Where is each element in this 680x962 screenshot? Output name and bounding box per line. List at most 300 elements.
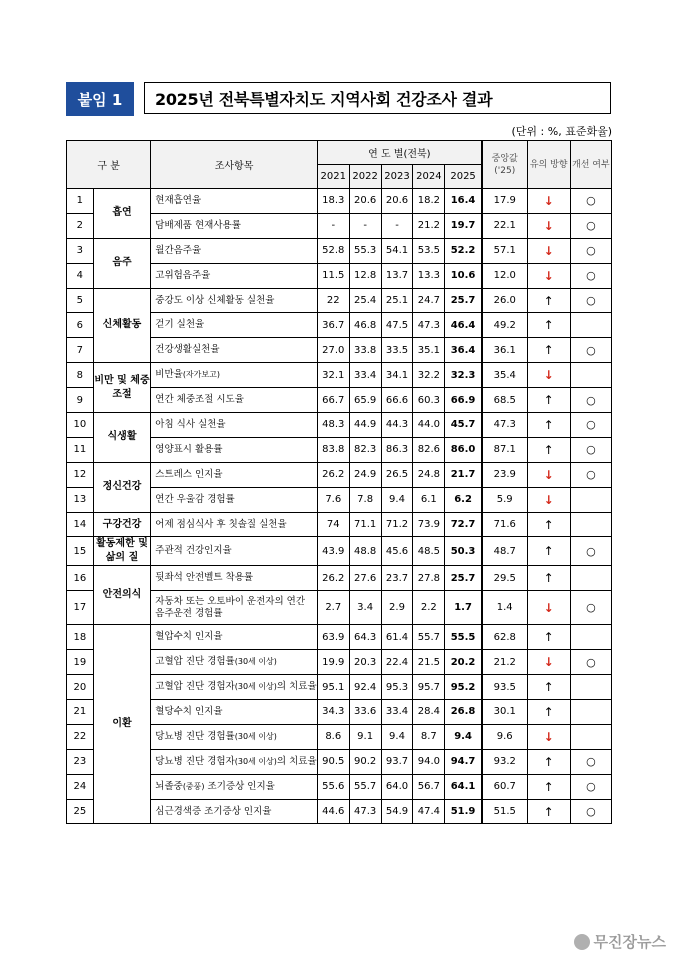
survey-item xyxy=(151,650,318,675)
row-number: 4 xyxy=(67,263,94,288)
value-2022: 24.9 xyxy=(349,462,381,487)
arrow-up-icon: ↑ xyxy=(527,512,570,537)
value-2021: 26.2 xyxy=(317,462,349,487)
value-2025: 94.7 xyxy=(445,749,482,774)
median-value: 1.4 xyxy=(482,591,527,625)
survey-item xyxy=(151,700,318,725)
value-2021: 7.6 xyxy=(317,487,349,512)
improvement-mark: ○ xyxy=(570,749,611,774)
arrow-down-icon: ↓ xyxy=(527,462,570,487)
value-2022: 44.9 xyxy=(349,413,381,438)
value-2021: - xyxy=(317,213,349,238)
value-2023: 13.7 xyxy=(381,263,413,288)
median-value: 71.6 xyxy=(482,512,527,537)
header-year: 2022 xyxy=(349,165,381,189)
improvement-mark: ○ xyxy=(570,189,611,214)
row-number: 6 xyxy=(67,313,94,338)
table-row xyxy=(67,537,612,566)
survey-item-label: 심근경색증 조기증상 인지율 xyxy=(155,805,272,817)
category-label: 이환 xyxy=(93,625,151,824)
value-2025: 10.6 xyxy=(445,263,482,288)
value-2021: 18.3 xyxy=(317,189,349,214)
value-2024: 18.2 xyxy=(413,189,445,214)
survey-item-qualifier: (자가보고) xyxy=(182,370,220,380)
value-2025: 16.4 xyxy=(445,189,482,214)
value-2021: 2.7 xyxy=(317,591,349,625)
survey-item-label: 주관적 건강인지율 xyxy=(155,545,232,557)
median-value: 30.1 xyxy=(482,700,527,725)
value-2021: 63.9 xyxy=(317,625,349,650)
value-2025: 1.7 xyxy=(445,591,482,625)
survey-item-label: 스트레스 인지율 xyxy=(155,468,223,480)
value-2025: 51.9 xyxy=(445,799,482,824)
row-number: 3 xyxy=(67,238,94,263)
row-number: 21 xyxy=(67,700,94,725)
survey-item-suffix: 의 치료율 xyxy=(276,755,317,767)
improvement-mark: ○ xyxy=(570,263,611,288)
value-2022: 33.6 xyxy=(349,700,381,725)
value-2024: 73.9 xyxy=(413,512,445,537)
improvement-mark: ○ xyxy=(570,591,611,625)
value-2024: 32.2 xyxy=(413,363,445,388)
survey-results-table xyxy=(66,140,612,824)
row-number: 12 xyxy=(67,462,94,487)
value-2024: 95.7 xyxy=(413,675,445,700)
table-row xyxy=(67,566,612,591)
value-2021: 90.5 xyxy=(317,749,349,774)
survey-item-label: 현재흡연율 xyxy=(155,194,202,206)
document-title: 2025년 전북특별자치도 지역사회 건강조사 결과 xyxy=(144,82,611,114)
value-2021: 11.5 xyxy=(317,263,349,288)
survey-item-label: 연간 체중조절 시도율 xyxy=(155,394,244,406)
value-2023: 33.4 xyxy=(381,700,413,725)
median-value: 49.2 xyxy=(482,313,527,338)
value-2021: 19.9 xyxy=(317,650,349,675)
value-2022: 33.4 xyxy=(349,363,381,388)
value-2024: 44.0 xyxy=(413,413,445,438)
survey-item-label: 아침 식사 실천율 xyxy=(155,418,226,430)
row-number: 11 xyxy=(67,437,94,462)
value-2023: 23.7 xyxy=(381,566,413,591)
survey-item-label: 어제 점심식사 후 칫솔질 실천율 xyxy=(155,518,287,530)
value-2023: 9.4 xyxy=(381,487,413,512)
survey-item-label: 고혈압 진단 경험률 xyxy=(155,656,235,668)
watermark xyxy=(574,931,666,952)
value-2023: 20.6 xyxy=(381,189,413,214)
survey-item-label: 자동차 또는 오토바이 운전자의 연간 음주운전 경험률 xyxy=(155,595,306,619)
value-2025: 72.7 xyxy=(445,512,482,537)
value-2022: 27.6 xyxy=(349,566,381,591)
row-number: 20 xyxy=(67,675,94,700)
median-value: 36.1 xyxy=(482,338,527,363)
improvement-mark: ○ xyxy=(570,462,611,487)
table-row xyxy=(67,413,612,438)
improvement-mark: ○ xyxy=(570,338,611,363)
value-2022: 48.8 xyxy=(349,537,381,566)
survey-item xyxy=(151,625,318,650)
value-2022: 55.7 xyxy=(349,774,381,799)
category-label: 음주 xyxy=(93,238,151,288)
survey-item xyxy=(151,566,318,591)
value-2021: 83.8 xyxy=(317,437,349,462)
header-year: 2021 xyxy=(317,165,349,189)
survey-item-qualifier: (중풍) xyxy=(182,781,205,791)
value-2024: 24.8 xyxy=(413,462,445,487)
header-year: 2023 xyxy=(381,165,413,189)
survey-item-label: 당뇨병 진단 경험률 xyxy=(155,730,235,742)
row-number: 17 xyxy=(67,591,94,625)
survey-item xyxy=(151,487,318,512)
value-2022: 3.4 xyxy=(349,591,381,625)
value-2025: 36.4 xyxy=(445,338,482,363)
improvement-mark: ○ xyxy=(570,388,611,413)
value-2024: 47.4 xyxy=(413,799,445,824)
header-median: 중앙값 ('25) xyxy=(482,141,527,189)
survey-item xyxy=(151,512,318,537)
arrow-up-icon: ↑ xyxy=(527,537,570,566)
value-2022: 25.4 xyxy=(349,288,381,313)
survey-item-qualifier: (30세 이상) xyxy=(234,731,277,741)
row-number: 13 xyxy=(67,487,94,512)
median-value: 93.2 xyxy=(482,749,527,774)
value-2024: 82.6 xyxy=(413,437,445,462)
value-2022: 92.4 xyxy=(349,675,381,700)
value-2024: 6.1 xyxy=(413,487,445,512)
survey-item-label: 담배제품 현재사용률 xyxy=(155,219,241,231)
arrow-up-icon: ↑ xyxy=(527,774,570,799)
value-2023: 93.7 xyxy=(381,749,413,774)
survey-item-label: 비만율 xyxy=(155,369,183,381)
value-2025: 19.7 xyxy=(445,213,482,238)
value-2025: 46.4 xyxy=(445,313,482,338)
arrow-down-icon: ↓ xyxy=(527,213,570,238)
row-number: 1 xyxy=(67,189,94,214)
arrow-up-icon: ↑ xyxy=(527,566,570,591)
improvement-mark xyxy=(570,566,611,591)
median-value: 5.9 xyxy=(482,487,527,512)
median-value: 48.7 xyxy=(482,537,527,566)
survey-item-label: 연간 우울감 경험률 xyxy=(155,493,235,505)
median-value: 17.9 xyxy=(482,189,527,214)
value-2025: 66.9 xyxy=(445,388,482,413)
row-number: 8 xyxy=(67,363,94,388)
survey-item-label: 월간음주율 xyxy=(155,244,202,256)
survey-item-label: 고위험음주율 xyxy=(155,269,211,281)
survey-item xyxy=(151,675,318,700)
value-2025: 86.0 xyxy=(445,437,482,462)
row-number: 22 xyxy=(67,724,94,749)
improvement-mark: ○ xyxy=(570,774,611,799)
survey-item xyxy=(151,288,318,313)
survey-item-qualifier: (30세 이상) xyxy=(234,682,277,692)
value-2024: 21.2 xyxy=(413,213,445,238)
row-number: 10 xyxy=(67,413,94,438)
survey-item xyxy=(151,388,318,413)
watermark-logo-icon xyxy=(574,934,590,950)
value-2021: 8.6 xyxy=(317,724,349,749)
median-value: 29.5 xyxy=(482,566,527,591)
value-2021: 74 xyxy=(317,512,349,537)
value-2021: 27.0 xyxy=(317,338,349,363)
arrow-up-icon: ↑ xyxy=(527,799,570,824)
value-2025: 6.2 xyxy=(445,487,482,512)
value-2021: 95.1 xyxy=(317,675,349,700)
value-2022: 55.3 xyxy=(349,238,381,263)
value-2025: 55.5 xyxy=(445,625,482,650)
value-2025: 21.7 xyxy=(445,462,482,487)
survey-item-label: 뇌졸중 xyxy=(155,780,183,792)
category-label: 흡연 xyxy=(93,189,151,239)
value-2023: 95.3 xyxy=(381,675,413,700)
improvement-mark xyxy=(570,724,611,749)
value-2023: 47.5 xyxy=(381,313,413,338)
document-header xyxy=(66,82,611,116)
value-2023: 22.4 xyxy=(381,650,413,675)
value-2022: 9.1 xyxy=(349,724,381,749)
survey-item xyxy=(151,774,318,799)
value-2025: 25.7 xyxy=(445,566,482,591)
arrow-up-icon: ↑ xyxy=(527,700,570,725)
value-2021: 43.9 xyxy=(317,537,349,566)
median-value: 35.4 xyxy=(482,363,527,388)
value-2024: 21.5 xyxy=(413,650,445,675)
value-2023: 64.0 xyxy=(381,774,413,799)
survey-item xyxy=(151,189,318,214)
value-2023: 9.4 xyxy=(381,724,413,749)
value-2023: 26.5 xyxy=(381,462,413,487)
value-2023: 33.5 xyxy=(381,338,413,363)
median-value: 9.6 xyxy=(482,724,527,749)
row-number: 24 xyxy=(67,774,94,799)
category-label: 안전의식 xyxy=(93,566,151,625)
row-number: 7 xyxy=(67,338,94,363)
arrow-down-icon: ↓ xyxy=(527,263,570,288)
row-number: 9 xyxy=(67,388,94,413)
value-2022: 90.2 xyxy=(349,749,381,774)
category-label: 구강건강 xyxy=(93,512,151,537)
value-2024: 56.7 xyxy=(413,774,445,799)
improvement-mark xyxy=(570,487,611,512)
arrow-up-icon: ↑ xyxy=(527,437,570,462)
survey-item xyxy=(151,238,318,263)
improvement-mark: ○ xyxy=(570,288,611,313)
survey-item-label: 당뇨병 진단 경험자 xyxy=(155,755,235,767)
arrow-down-icon: ↓ xyxy=(527,238,570,263)
header-year: 2025 xyxy=(445,165,482,189)
header-improve: 개선 여부 xyxy=(570,141,611,189)
survey-item xyxy=(151,749,318,774)
category-label: 비만 및 체중조절 xyxy=(93,363,151,413)
value-2023: 44.3 xyxy=(381,413,413,438)
table-row xyxy=(67,238,612,263)
survey-item-label: 고혈압 진단 경험자 xyxy=(155,681,235,693)
header-item: 조사항목 xyxy=(151,141,318,189)
value-2025: 20.2 xyxy=(445,650,482,675)
value-2021: 52.8 xyxy=(317,238,349,263)
arrow-up-icon: ↑ xyxy=(527,625,570,650)
survey-item-label: 중강도 이상 신체활동 실천율 xyxy=(155,294,275,306)
value-2024: 28.4 xyxy=(413,700,445,725)
value-2025: 95.2 xyxy=(445,675,482,700)
improvement-mark: ○ xyxy=(570,537,611,566)
improvement-mark: ○ xyxy=(570,650,611,675)
value-2024: 35.1 xyxy=(413,338,445,363)
row-number: 5 xyxy=(67,288,94,313)
value-2022: 65.9 xyxy=(349,388,381,413)
row-number: 16 xyxy=(67,566,94,591)
arrow-up-icon: ↑ xyxy=(527,749,570,774)
row-number: 15 xyxy=(67,537,94,566)
arrow-down-icon: ↓ xyxy=(527,487,570,512)
unit-note: (단위 : %, 표준화율) xyxy=(511,125,612,138)
row-number: 23 xyxy=(67,749,94,774)
survey-item xyxy=(151,338,318,363)
median-value: 22.1 xyxy=(482,213,527,238)
survey-item-label: 혈압수치 인지율 xyxy=(155,631,223,643)
header-years-group: 연 도 별(전북) xyxy=(317,141,482,165)
median-value: 87.1 xyxy=(482,437,527,462)
median-value: 26.0 xyxy=(482,288,527,313)
category-label: 정신건강 xyxy=(93,462,151,512)
value-2024: 60.3 xyxy=(413,388,445,413)
median-value: 60.7 xyxy=(482,774,527,799)
survey-item xyxy=(151,313,318,338)
value-2023: 86.3 xyxy=(381,437,413,462)
value-2022: 7.8 xyxy=(349,487,381,512)
improvement-mark: ○ xyxy=(570,799,611,824)
header-division: 구 분 xyxy=(67,141,151,189)
improvement-mark xyxy=(570,313,611,338)
arrow-up-icon: ↑ xyxy=(527,338,570,363)
value-2023: 66.6 xyxy=(381,388,413,413)
survey-item xyxy=(151,537,318,566)
survey-item xyxy=(151,437,318,462)
value-2021: 32.1 xyxy=(317,363,349,388)
survey-item xyxy=(151,413,318,438)
value-2021: 66.7 xyxy=(317,388,349,413)
value-2021: 55.6 xyxy=(317,774,349,799)
value-2022: - xyxy=(349,213,381,238)
arrow-up-icon: ↑ xyxy=(527,413,570,438)
value-2022: 64.3 xyxy=(349,625,381,650)
header-year: 2024 xyxy=(413,165,445,189)
value-2024: 48.5 xyxy=(413,537,445,566)
median-value: 47.3 xyxy=(482,413,527,438)
median-value: 62.8 xyxy=(482,625,527,650)
row-number: 25 xyxy=(67,799,94,824)
arrow-down-icon: ↓ xyxy=(527,650,570,675)
median-value: 51.5 xyxy=(482,799,527,824)
table-row xyxy=(67,625,612,650)
table-row xyxy=(67,363,612,388)
value-2023: 54.1 xyxy=(381,238,413,263)
value-2022: 46.8 xyxy=(349,313,381,338)
improvement-mark xyxy=(570,675,611,700)
table-row xyxy=(67,512,612,537)
value-2024: 47.3 xyxy=(413,313,445,338)
value-2025: 26.8 xyxy=(445,700,482,725)
value-2021: 34.3 xyxy=(317,700,349,725)
value-2021: 26.2 xyxy=(317,566,349,591)
category-label: 식생활 xyxy=(93,413,151,463)
table-row xyxy=(67,189,612,214)
value-2024: 13.3 xyxy=(413,263,445,288)
survey-item-label: 걷기 실천율 xyxy=(155,319,205,331)
table-row xyxy=(67,288,612,313)
median-value: 12.0 xyxy=(482,263,527,288)
improvement-mark xyxy=(570,700,611,725)
table-row xyxy=(67,462,612,487)
survey-item xyxy=(151,724,318,749)
value-2025: 25.7 xyxy=(445,288,482,313)
survey-item-label: 혈당수치 인지율 xyxy=(155,705,223,717)
survey-item xyxy=(151,213,318,238)
value-2025: 9.4 xyxy=(445,724,482,749)
survey-item xyxy=(151,263,318,288)
survey-item-label: 영양표시 활용률 xyxy=(155,443,223,455)
median-value: 23.9 xyxy=(482,462,527,487)
value-2023: 34.1 xyxy=(381,363,413,388)
median-value: 57.1 xyxy=(482,238,527,263)
value-2021: 22 xyxy=(317,288,349,313)
value-2023: 25.1 xyxy=(381,288,413,313)
arrow-up-icon: ↑ xyxy=(527,288,570,313)
survey-item xyxy=(151,363,318,388)
value-2022: 71.1 xyxy=(349,512,381,537)
value-2022: 12.8 xyxy=(349,263,381,288)
value-2024: 27.8 xyxy=(413,566,445,591)
value-2025: 32.3 xyxy=(445,363,482,388)
survey-item xyxy=(151,462,318,487)
improvement-mark: ○ xyxy=(570,413,611,438)
survey-item-qualifier: (30세 이상) xyxy=(234,756,277,766)
value-2023: 54.9 xyxy=(381,799,413,824)
value-2023: 61.4 xyxy=(381,625,413,650)
category-label: 신체활동 xyxy=(93,288,151,363)
value-2022: 82.3 xyxy=(349,437,381,462)
value-2023: 71.2 xyxy=(381,512,413,537)
row-number: 19 xyxy=(67,650,94,675)
value-2024: 8.7 xyxy=(413,724,445,749)
arrow-down-icon: ↓ xyxy=(527,724,570,749)
value-2025: 52.2 xyxy=(445,238,482,263)
survey-item-suffix: 조기증상 인지율 xyxy=(204,780,275,792)
median-value: 68.5 xyxy=(482,388,527,413)
survey-item-suffix: 의 치료율 xyxy=(276,681,317,693)
header-direction: 유의 방향 xyxy=(527,141,570,189)
row-number: 18 xyxy=(67,625,94,650)
survey-item xyxy=(151,591,318,625)
improvement-mark: ○ xyxy=(570,238,611,263)
improvement-mark xyxy=(570,363,611,388)
value-2023: 2.9 xyxy=(381,591,413,625)
arrow-down-icon: ↓ xyxy=(527,591,570,625)
survey-item xyxy=(151,799,318,824)
survey-item-label: 뒷좌석 안전벨트 착용률 xyxy=(155,572,254,584)
value-2021: 48.3 xyxy=(317,413,349,438)
value-2024: 2.2 xyxy=(413,591,445,625)
value-2021: 44.6 xyxy=(317,799,349,824)
value-2023: - xyxy=(381,213,413,238)
value-2025: 45.7 xyxy=(445,413,482,438)
value-2024: 53.5 xyxy=(413,238,445,263)
arrow-up-icon: ↑ xyxy=(527,388,570,413)
median-value: 21.2 xyxy=(482,650,527,675)
improvement-mark: ○ xyxy=(570,213,611,238)
improvement-mark xyxy=(570,625,611,650)
improvement-mark xyxy=(570,512,611,537)
value-2024: 94.0 xyxy=(413,749,445,774)
